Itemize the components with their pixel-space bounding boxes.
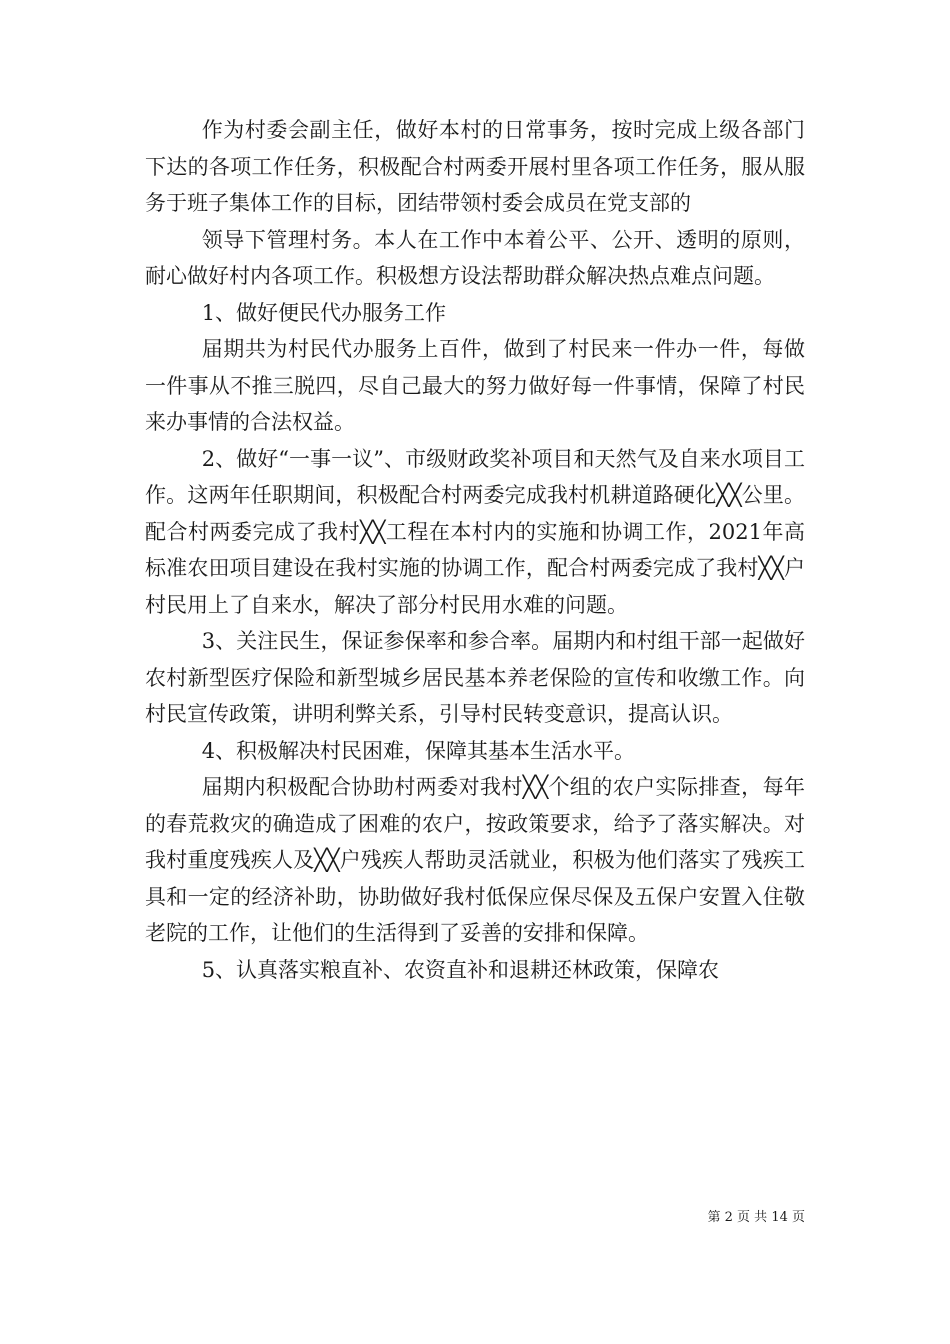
paragraph-leadership: 领导下管理村务。本人在工作中本着公平、公开、透明的原则，耐心做好村内各项工作。积极想方设法帮助群众解决热点难点问题。 [145, 227, 805, 288]
paragraph-duties: 作为村委会副主任，做好本村的日常事务，按时完成上级各部门下达的各项工作任务，积极配合村两委开展村里各项工作任务，服从服务于班子集体工作的目标，团结带领村委会成员在党支部的 [145, 118, 805, 215]
paragraph-item-1: 届期共为村民代办服务上百件，做到了村民来一件办一件，每做一件事从不推三脱四，尽自己最大的努力做好每一件事情，保障了村民来办事情的合法权益。 [145, 337, 805, 434]
page-number-footer: 第 2 页 共 14 页 [707, 1210, 805, 1225]
paragraph-item-3: 3、关注民生，保证参保率和参合率。届期内和村组干部一起做好农村新型医疗保险和新型城乡居民基本养老保险的宣传和收缴工作。向村民宣传政策，讲明利弊关系，引导村民转变意识，提高认识。 [145, 629, 805, 726]
heading-item-1: 1、做好便民代办服务工作 [201, 300, 447, 325]
paragraph-item-4: 届期内积极配合协助村两委对我村╳╳个组的农户实际排查，每年的春荒救灾的确造成了困难的农户，按政策要求，给予了落实解决。对我村重度残疾人及╳╳户残疾人帮助灵活就业，积极为他们落实了残疾工具和一定的经济补助，协助做好我村低保应保尽保及五保户安置入住敬老院的工作，让他们的生活得到了妥善的安排和保障。 [145, 775, 805, 945]
paragraph-item-5: 5、认真落实粮直补、农资直补和退耕还林政策，保障农 [201, 957, 720, 982]
paragraph-item-2: 2、做好“一事一议”、市级财政奖补项目和天然气及自来水项目工作。这两年任职期间，积极配合村两委完成我村机耕道路硬化╳╳公里。配合村两委完成了我村╳╳工程在本村内的实施和协调工作，2021年高标准农田项目建设在我村实施的协调工作，配合村两委完成了我村╳╳户村民用上了自来水，解决了部分村民用水难的问题。 [145, 446, 805, 617]
heading-item-4: 4、积极解决村民困难，保障其基本生活水平。 [201, 738, 636, 763]
document-body [145, 112, 805, 988]
